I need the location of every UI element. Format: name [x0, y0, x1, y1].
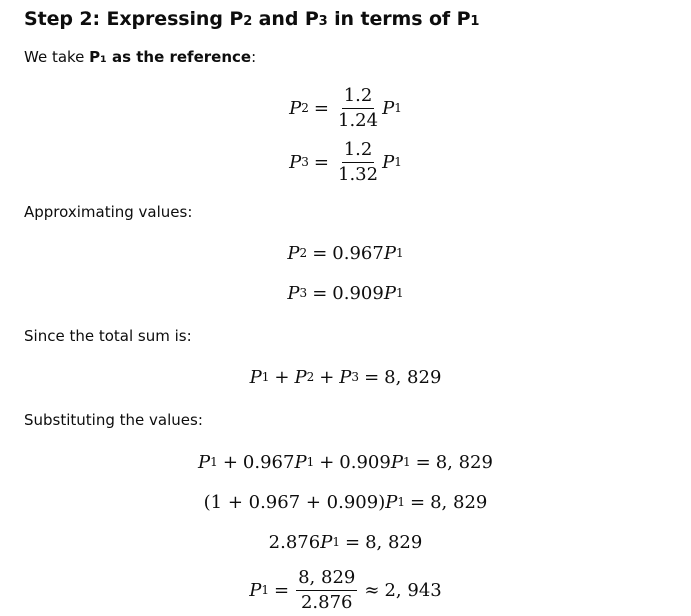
equation-p3-value: P 3 = 0.909 P 1: [287, 282, 404, 304]
approx-paragraph: Approximating values:: [24, 203, 193, 221]
equation-substitution-1: P 1 + 0.967 P 1 + 0.909 P 1 = 8, 829: [198, 451, 493, 473]
total-paragraph: Since the total sum is:: [24, 327, 192, 345]
equation-substitution-3: 2.876 P 1 = 8, 829: [268, 531, 423, 553]
substitute-paragraph: Substituting the values:: [24, 411, 203, 429]
equation-final-result: P 1 = $\frac{8, 829}{2.876}$ ≈ 2, 943: [249, 566, 442, 613]
step-heading: Step 2: Expressing P2 and P3 in terms of P1: [24, 8, 480, 30]
equation-p2-fraction: P 2 = $\frac{1.2}{1.24}$ P 1: [289, 84, 402, 131]
reference-paragraph: We take P₁ as the reference:: [24, 48, 257, 66]
equation-p3-fraction: P 3 = $\frac{1.2}{1.32}$ P 1: [289, 138, 402, 185]
equation-substitution-2: (1 + 0.967 + 0.909) P 1 = 8, 829: [203, 491, 488, 513]
equation-total-sum: P 1 + P 2 + P 3 = 8, 829: [249, 366, 442, 388]
equation-p2-value: P 2 = 0.967 P 1: [287, 242, 404, 264]
